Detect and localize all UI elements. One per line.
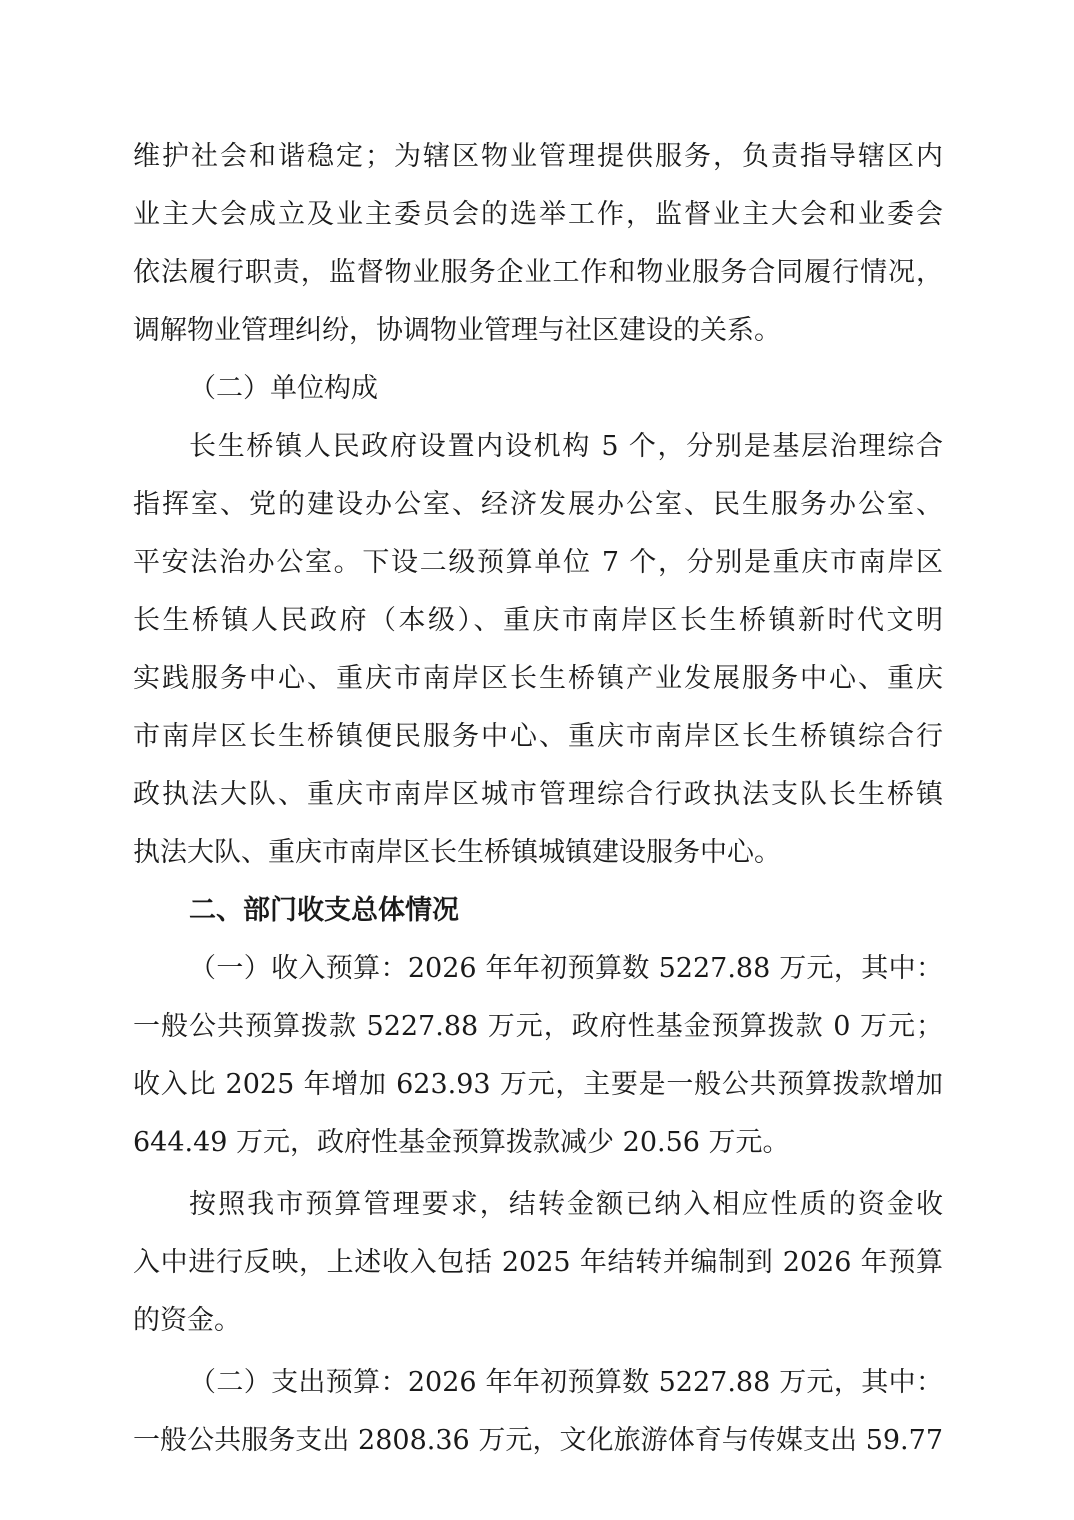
paragraph-line: 业主大会成立及业主委员会的选举工作，监督业主大会和业委会 <box>133 199 943 230</box>
paragraph-line: 市南岸区长生桥镇便民服务中心、重庆市南岸区长生桥镇综合行 <box>133 721 943 752</box>
paragraph-line: 一般公共服务支出 2808.36 万元，文化旅游体育与传媒支出 59.77 <box>133 1425 943 1456</box>
paragraph-line: 入中进行反映，上述收入包括 2025 年结转并编制到 2026 年预算 <box>133 1247 943 1278</box>
paragraph-line: 按照我市预算管理要求，结转金额已纳入相应性质的资金收 <box>189 1189 943 1220</box>
paragraph-line: 长生桥镇人民政府设置内设机构 5 个，分别是基层治理综合 <box>189 431 943 462</box>
paragraph-line: 执法大队、重庆市南岸区长生桥镇城镇建设服务中心。 <box>133 837 781 868</box>
paragraph-line: 依法履行职责，监督物业服务企业工作和物业服务合同履行情况， <box>133 257 943 288</box>
paragraph-line: 收入比 2025 年增加 623.93 万元，主要是一般公共预算拨款增加 <box>133 1069 943 1100</box>
paragraph-line: 的资金。 <box>133 1305 241 1336</box>
section-heading-budget-overview: 二、部门收支总体情况 <box>189 895 459 926</box>
paragraph-line: （一）收入预算：2026 年年初预算数 5227.88 万元，其中： <box>189 953 943 984</box>
paragraph-line: 调解物业管理纠纷，协调物业管理与社区建设的关系。 <box>133 315 781 346</box>
paragraph-line: 政执法大队、重庆市南岸区城市管理综合行政执法支队长生桥镇 <box>133 779 943 810</box>
paragraph-line: 644.49 万元，政府性基金预算拨款减少 20.56 万元。 <box>133 1127 790 1158</box>
paragraph-line: 一般公共预算拨款 5227.88 万元，政府性基金预算拨款 0 万元； <box>133 1011 943 1042</box>
paragraph-line: （二）支出预算：2026 年年初预算数 5227.88 万元，其中： <box>189 1367 943 1398</box>
section-heading-unit-composition: （二）单位构成 <box>189 373 378 404</box>
paragraph-line: 长生桥镇人民政府（本级）、重庆市南岸区长生桥镇新时代文明 <box>133 605 943 636</box>
paragraph-line: 实践服务中心、重庆市南岸区长生桥镇产业发展服务中心、重庆 <box>133 663 943 694</box>
paragraph-line: 平安法治办公室。下设二级预算单位 7 个，分别是重庆市南岸区 <box>133 547 943 578</box>
document-page <box>133 128 943 1470</box>
paragraph-line: 指挥室、党的建设办公室、经济发展办公室、民生服务办公室、 <box>133 489 943 520</box>
paragraph-line: 维护社会和谐稳定；为辖区物业管理提供服务，负责指导辖区内 <box>133 141 943 172</box>
